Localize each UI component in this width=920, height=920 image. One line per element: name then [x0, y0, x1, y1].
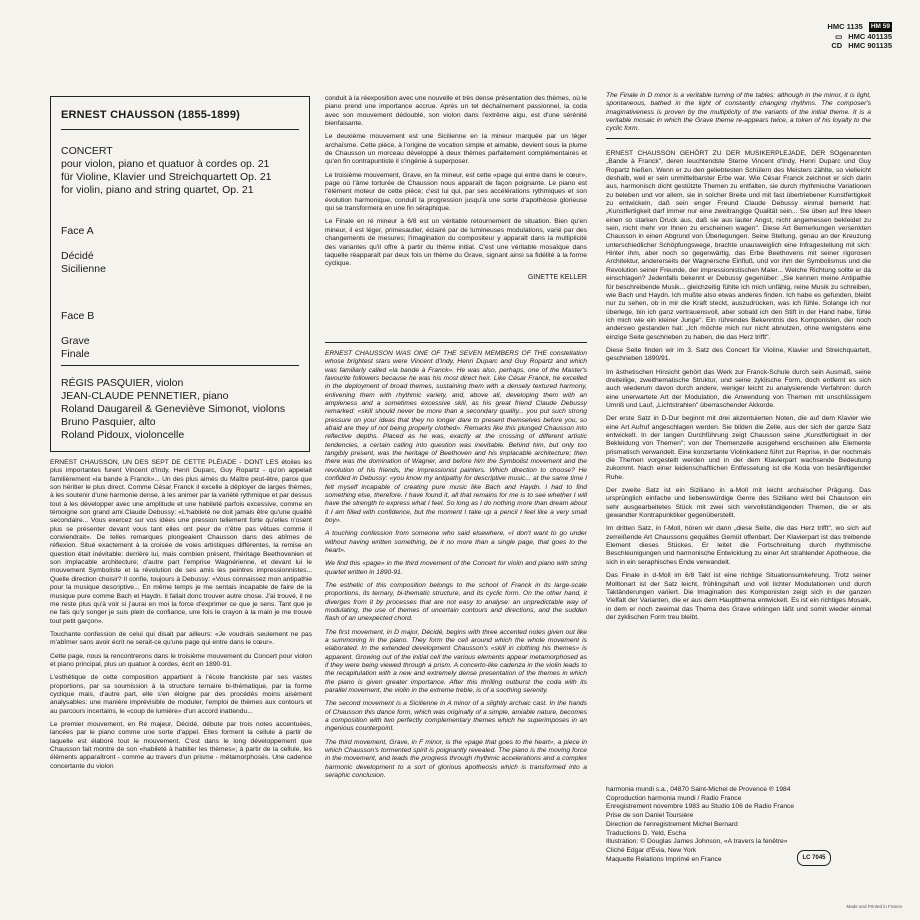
divider	[61, 129, 299, 130]
german-notes	[606, 150, 871, 627]
divider	[325, 342, 587, 343]
performer: JEAN-CLAUDE PENNETIER, piano	[61, 390, 229, 402]
hm-badge: HM 59	[870, 23, 890, 30]
paragraph: ERNEST CHAUSSON GEHÖRT ZU DER MUSIKERPLEJADE, DER SOgenannten „Bande à Franck", deren leuchtendste Sterne Vincent d'Indy, Henri Duparc und Guy Ropartz hießen. Wenn er zu den geliebtesten Schülern des Meisters zählte, so vielleicht deshalb, weil er sein unmittelbarster Erbe war. Wie César Franck zeichnet er sich darin aus, harmonisch dicht gestützte Themen zu entfalten, sie durch rhythmische Variationen zu beleben und vor allem, sie in solcher Breite und mit fast übertriebener Kunstfertigkeit zu entwickeln, daß sein enger Freund Claude Debussy einmal bemerkt hat: „Kunstfertigkeit darf immer nur eine zweitrangige Qualität sein... Sie üben auf Ihre Ideen einen so starken Druck aus, daß sie aus lauter Angst, nicht angemessen bekleidet zu sein, nicht mehr vor Ihnen zu erscheinen wagen". Diese Art Bemerkungen versenkten Chausson in einen Abgrund von Überlegungen. Seine Stellung, genau an der Kreuzung unterschiedlicher Schöpfungswege, brachte unausweiglich eine Infragestellung mit sich: Hinter ihm, aber noch so gegenwärtig, das Erbe Beethovens mit seiner rigorosen Architektur, andererseits der Wagnersche Einfluß, und vor ihm der Symbolismus und die Revolution seiner Freunde, der impressionistischen Maler... Welche Richtung sollte er da einschlagen? Jedenfalls bekennt er Debussy gegenüber: „Sie kennen meine Antipathie für beschreibende Musik... gleichzeitig fühlte ich mich unfähig, reine Musik zu schreiben, wie Bach und Haydn. Ich mußte also etwas anderes finden. Ich habe es gefunden, bleibt nur zu sehen, ob in mir die Kraft steckt, auszudrücken, was ich fühle. Solange ich nur überlege, bin ich ganz vertrauensvoll, aber sobald ich den Stift in der Hand habe, fühle ich mich wie ein kleiner Junge". Ein rührendes Bekenntnis des Komponisten, der noch anderswo gestanden hat: „Ich möchte mich nur nicht abnutzen, ohne wenigstens eine einzige Seite geschrieben zu haben, die das Herz trifft".	[606, 150, 871, 341]
catalog-block	[772, 22, 892, 51]
paragraph: Le troisième mouvement, Grave, en fa mineur, est cette «page qui entre dans le cœur», page où l'âme torturée de Chausson nous apparaît de façon poignante. Le piano est l'élément moteur de cette pièce; c'est lui qui, par ses accélérations rythmiques et son évolution harmonique, conduit la progression jusqu'à une sorte d'apothéose glorieuse qui se transformera en une fin séraphique.	[325, 171, 587, 213]
english-notes	[325, 350, 587, 786]
paragraph: Das Finale in d-Moll im 6/8 Takt ist eine richtige Situationsumkehrung. Trotz seiner Molltonart ist der Satz leicht, frühlingshaft und voll lichter Modulationen und durch Taktänderungen variiert. Die Imagination des Komponisten zeigt sich in der ganzen Vielfalt der Varianten, die er aus dem Hauptthema entwickelt. Es ist ein richtiges Mosaik, in dem er noch zweimal das Thema des Grave erklingen läßt und somit wieder einmal der zyklischen Form treu bleibt.	[606, 572, 871, 621]
paragraph: ERNEST CHAUSSON, UN DES SEPT DE CETTE PLÉIADE - DONT LES étoiles les plus importantes furent Vincent d'Indy, Henri Duparc, Guy Ropartz - qu'on appelait familièrement «la bande à Franck»... Un des plus aimés du Maître peut-être, parce que son héritier le plus direct. Comme César Franck il excelle à déployer de larges thèmes, à les soutenir d'une harmonie dense, à les animer par la variété rythmique et par dessus tout à les développer avec une amplitude et une habileté parfois excessive, comme en témoigne son grand ami Claude Debussy: «L'habileté ne doit jamais être qu'une qualité secondaire... Vous exercez sur vos idées une pression tellement forte qu'elles n'osent plus se présenter devant vous tant elles ont peur de n'être pas vêtues comme il conviendrait». De telles remarques plongeaient Chausson dans des abîmes de réflexion. Situé exactement à la croisée de voies artistiques différentes, la remise en question était inévitable: derrière lui, mais combien présent, l'héritage Beethovenien et son implacable architecture; d'autre part l'emprise Wagnérienne, et devant lui le mouvement Symboliste et la révolution de ses amis les peintres impressionnistes... Quelle direction choisir? Il confie, toujours à Debussy: «Vous connaissez mon antipathie pour la musique descriptive... En même temps je me sentais incapable de faire de la musique pure comme Bach et Haydn. Il fallait donc trouver autre chose. J'ai trouvé, il ne me reste plus qu'à voir si j'aurai en moi la force d'exprimer ce que je sens. Tant que je ne fais qu'y songer je suis plein de confiance, une fois le crayon à la main je me trouve tout petit garçon».	[50, 459, 312, 625]
performer: RÉGIS PASQUIER, violon	[61, 377, 184, 389]
paragraph: Touchante confession de celui qui disait par ailleurs: «Je voudrais seulement ne pas m'abîmer sans avoir écrit ne serait-ce qu'une page qui entre dans le cœur».	[50, 630, 312, 647]
paragraph: Der erste Satz in D-Dur beginnt mit drei akzentuierten Noten, die auf dem Klavier wie eine Art Aufruf angeschlagen werden. Sie bilden die Zelle, aus der sich der ganze Satz entwickelt. In der langen Durchführung zeigt Chausson seine „Kunstfertigkeit in der Bekleidung von Themen"; von der Themenzelle ausgehend erscheinen alle Elemente prismatisch verwandelt. Eine konzertante Violinkadenz führt zur Reprise, in der nochmals die Themen vorgestellt werden und in der dem Klavierpart wachsende Bedeutung zukommt. Nach einer leidenschaftlichen Entfesselung ist die Koda von besänftigender Ruhe.	[606, 415, 871, 481]
paragraph: ERNEST CHAUSSON WAS ONE OF THE SEVEN MEMBERS OF THE constellation whose brightest stars were Vincent d'Indy, Henri Duparc and Guy Ropartz and which was familiarly called «la bande à Franck». He was also, perhaps, one of the Master's favourite followers because he was his most direct heir. Like César Franck, he excelled in the deployment of broad themes, sustaining them with a densely textured harmony, enlivening them with rhythmic variety, and, above all, developing them with an ampleness and a sometimes excessive skill, as his great friend Claude Debussy remarked: «skill should never be more than a secondary quality... you put such strong pressure on your ideas that they no longer dare to present themselves before you, so afraid are they of not being properly clothed». Remarks like this plunged Chausson into reflective depths. Placed as he was, exactly at the crossing of different artistic tendencies, a certain calling into question was inevitable. Behind him, but only too tangibly present, was the heritage of Beethoven and his implacable architecture; then there was the domination of Wagner, and before him the Symbolist movement and the revolution of his friends, the Impressionist painters. Which direction to choose? He confided in Debussy: «you know my antipathy for descriptive music... at the same time I felt myself incapable of creating pure music like Bach and Haydn. I had to find something else, therefore. I have found it, all that remains for me is to see whether I will have the strength to express what I feel. So long as I do nothing more than dream about it I am filled with confidence, but the moment I take up a pencil I feel like a very small boy».	[325, 350, 587, 524]
paragraph: L'esthétique de cette composition appartient à l'école franckiste par ses vastes proportions, par sa soumission à la structure ternaire bi-thématique, par la forme cyclique mais, d'autre part, elle s'en éloigne par des procédés moins aisément analysables: une manière imprévisible de moduler, l'emploi de thèmes aux contours et au parcours incertains, le «coup de lumière» d'un accord inattendu...	[50, 674, 312, 715]
paragraph: We find this «page» in the third movement of the Concert for violin and piano with string quartet written in 1890-91.	[325, 560, 587, 576]
work-title-en: for violin, piano and string quartet, Op. 21	[61, 184, 254, 196]
paragraph: Le deuxième mouvement est une Sicilienne en la mineur marquée par un léger archaïsme. Cette pièce, à l'origine de vocation simple et aimable, devient sous la plume de Chausson un morceau développé à deux thèmes parfaitement complémentaires et qu'en fin contrapuntiste il s'ingénie à superposer.	[325, 133, 587, 166]
credit-line: Maquette Relations Imprimé en France	[606, 855, 722, 863]
paragraph: Le premier mouvement, en Ré majeur, Décidé, débute par trois notes accentuées, lancées par le piano comme une sorte d'appel. Elles forment la cellule à partir de laquelle est élaboré tout le mouvement. C'est dans le long développement que Chausson fait montre de son «habileté à habiller les thèmes»; à partir de la cellule, les éléments apparaîtront - comme au travers d'un prisme - métamorphosés. Une cadence concertante du violon	[50, 720, 312, 770]
paragraph: Der zweite Satz ist ein Siziliano in a-Moll mit leicht archaischer Prägung. Das ursprünglich einfache und liebenswürdige Genre des Siziliano wird bei Chausson ein sehr ausgearbeitetes Stück mit zwei sich vervollständigenden Themen, die er als gewandter Kontrapunktiker gegenüberstellt.	[606, 487, 871, 520]
paragraph: The esthetic of this composition belongs to the school of Franck in its large-scale proportions, its ternary, bi-thematic structure, and its cyclic form. On the other hand, it diverges from it by processes that are not easy to analyse: an unpredictable way of modulating, the use of themes of uncertain contours and directions, and the sudden flash of an unexpected chord.	[325, 581, 587, 623]
divider	[61, 365, 299, 366]
face-a-block	[61, 225, 106, 276]
work-title: CONCERT	[61, 145, 113, 157]
performer: Roland Pidoux, violoncelle	[61, 429, 185, 441]
composer-heading: ERNEST CHAUSSON (1855-1899)	[61, 109, 241, 121]
cassette-icon: ▭	[835, 31, 843, 41]
english-notes-continued	[606, 92, 871, 139]
lc-code: 7045	[812, 855, 826, 861]
paragraph: The Finale in D minor is a veritable turning of the tables: although in the minor, it is light, spontaneous, bathed in the light of constantly changing rhythms. The composer's imaginativeness is proven by the multiplicity of the variants of the initial theme. It is a veritable mosaic in which the Grave theme re-appears twice, a token of his loyalty to the cyclic form.	[606, 92, 871, 133]
credit-line: Illustration: © Douglas James Johnson, «A travers la fenêtre»	[606, 838, 788, 846]
performers-list	[61, 377, 306, 442]
lc-logo-text: LC	[802, 855, 811, 861]
paragraph: The first movement, in D major, Décidé, begins with three accented notes given out like a summoning in the piano. They form the cell around which the whole movement is elaborated. In the extended development Chausson's «skill in clothing his themes» is apparent. Growing out of the initial cell the various elements appear metamorphosed as if they were being viewed through a prism. A concerto-like cadenza in the violin leads to the recapitulation with a new and extremely dense presentation of the themes in which the piano is given greater importance. After this thrilling outburst the coda with its parallel movement, the violin in the extreme treble, is of a soothing serenity.	[325, 628, 587, 695]
face-b-block	[61, 310, 94, 361]
work-title-fr: pour violon, piano et quatuor à cordes op. 21	[61, 158, 270, 170]
face-a-track-1: Décidé	[61, 250, 94, 262]
program-box	[50, 96, 310, 452]
face-a-track-2: Sicilienne	[61, 263, 106, 275]
french-notes	[50, 459, 312, 776]
face-a-label: Face A	[61, 225, 94, 237]
credit-line: Traductions D. Yeld, Escha	[606, 829, 687, 837]
author-signature: GINETTE KELLER	[527, 273, 587, 281]
paragraph: The third movement, Grave, in F minor, is the «page that goes to the heart», a piece in which Chausson's tormented spirit is poignantly revealed. The piano is the moving force in the movement, and leads the progress through rhythmic accelerations and a complex harmonic development to a sort of glorious apotheosis which is transformed into a seraphic conclusion.	[325, 738, 587, 780]
credit-line: Enregistrement novembre 1983 au Studio 106 de Radio France	[606, 803, 795, 811]
paragraph: A touching confession from someone who said elsewhere, «I don't want to go under without having written something, be it no more than a single page, that goes to the heart».	[325, 530, 587, 554]
work-title-de: für Violine, Klavier und Streichquartett Op. 21	[61, 171, 272, 183]
face-b-track-1: Grave	[61, 335, 90, 347]
paragraph: Diese Seite finden wir im 3. Satz des Concert für Violine, Klavier und Streichquartett, geschrieben 1890/91.	[606, 346, 871, 363]
printer-note: Made and Printed in France	[846, 904, 902, 909]
catalog-number: HMC 1135	[827, 22, 863, 31]
middle-column	[325, 95, 587, 282]
cd-label: CD	[831, 41, 843, 50]
work-block	[61, 145, 306, 197]
face-b-track-2: Finale	[61, 348, 90, 360]
paragraph: conduit à la réexposition avec une nouvelle et très dense présentation des thèmes, où le piano prend une importance accrue. Après un tel déchaînement passionnel, la coda avec son mouvement dédoublé, son violon dans l'extrême aigu, est d'une sérénité bienfaisante.	[325, 95, 587, 128]
paragraph: Cette page, nous la rencontrerons dans le troisième mouvement du Concert pour violon et piano principal, plus un quatuor à cordes, écrit en 1890-91.	[50, 652, 312, 668]
performer: Bruno Pasquier, alto	[61, 416, 156, 428]
performer: Roland Daugareil & Geneviève Simonot, violons	[61, 403, 286, 415]
credit-line: harmonia mundi s.a., 04870 Saint-Michel de Provence ℗ 1984	[606, 786, 791, 793]
paragraph: Le Finale en ré mineur à 6/8 est un véritable retournement de situation. Bien qu'en mineur, il est léger, primesautier, éclairé par de lumineuses modulations, varié par des changements de mesures; l'imagination du compositeur y apparaît dans la multiplicité des variantes qu'il offre à partir du thème initial. C'est une véritable mosaïque dans laquelle réapparaît par deux fois un thème du Grave, signant ainsi sa fidélité à la forme cyclique.	[325, 218, 587, 268]
label-code-logo	[797, 850, 831, 866]
cassette-code: HMC 401135	[848, 31, 892, 41]
paragraph: Im dritten Satz, in f-Moll, hören wir dann „diese Seite, die das Herz trifft", wo sich auf zerreißende Art Chaussons gequältes Gemüt offenbart. Der Klavierpart ist das treibende Element dieses Stückes. Er leitet die Fortschreitung durch rhythmische Beschleunigungen und harmonische Entwicklung zu einer Art strahlender Apotheose, die sich in ein seraphisches Ende verwandelt.	[606, 525, 871, 566]
credits-block	[606, 786, 871, 864]
credit-line: Cliché Edgar d'Evia, New York	[606, 846, 697, 854]
paragraph: Im ästhetischen Hinsicht gehört das Werk zur Franck-Schule durch sein Ausmaß, seine dreiteilige, zweithematische Struktur, und seine zyklische Form, doch entfernt es sich auch wiederum davon durch andere, weniger leicht zu analysierende Verfahren: durch eine unerwartete Art der Modulation, die Anwendung von Themen mit unschlüssigem Umriß und Lauf, „Lichtstrahlen" überraschender Akkorde.	[606, 368, 871, 409]
credit-line: Direction de l'enregistrement Michel Bernard	[606, 820, 738, 828]
face-b-label: Face B	[61, 310, 95, 322]
paragraph: The second movement is a Sicilienne in A minor of a slightly archaic cast. In the hands of Chausson this dance form, which was originally of a simple, amiable nature, becomes a composition with two perfectly complementary themes which he superimposes in an ingenious counterpoint.	[325, 700, 587, 733]
credit-line: Prise de son Daniel Toursière	[606, 812, 694, 820]
credit-line: Coproduction harmonia mundi / Radio France	[606, 794, 742, 802]
divider	[606, 138, 871, 139]
cd-code: HMC 901135	[848, 41, 892, 50]
